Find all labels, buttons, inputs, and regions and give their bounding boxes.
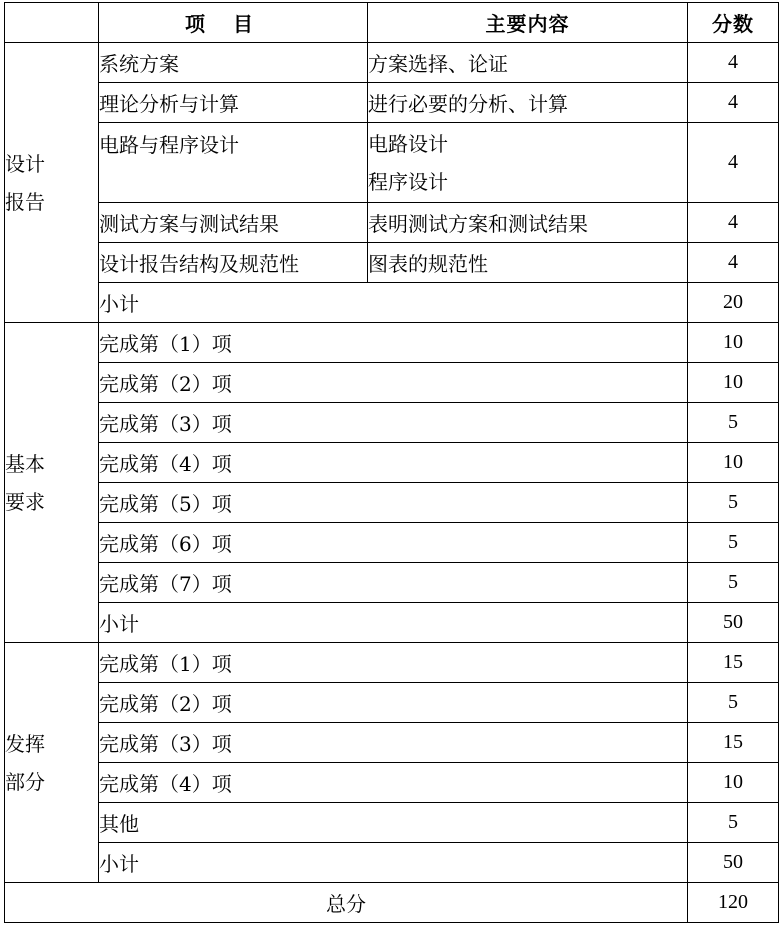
score-cell: 10 [688, 443, 779, 483]
table-row [5, 563, 779, 603]
item-cell: 完成第（2）项 [99, 363, 688, 403]
score-cell: 10 [688, 323, 779, 363]
header-score: 分数 [688, 3, 779, 43]
item-cell: 测试方案与测试结果 [99, 203, 368, 243]
score-cell: 15 [688, 643, 779, 683]
table-row [5, 43, 779, 83]
item-cell: 完成第（3）项 [99, 723, 688, 763]
score-cell: 4 [688, 203, 779, 243]
content-cell: 进行必要的分析、计算 [368, 83, 688, 123]
item-cell: 完成第（7）项 [99, 563, 688, 603]
score-cell: 5 [688, 403, 779, 443]
table-row [5, 83, 779, 123]
subtotal-label: 小计 [99, 603, 688, 643]
table-row [5, 363, 779, 403]
item-cell: 完成第（1）项 [99, 643, 688, 683]
subtotal-label: 小计 [99, 283, 688, 323]
item-cell: 理论分析与计算 [99, 83, 368, 123]
score-cell: 5 [688, 803, 779, 843]
section-label-report: 设计 报告 [5, 43, 99, 323]
table-row [5, 443, 779, 483]
table-row [5, 523, 779, 563]
table-row [5, 203, 779, 243]
content-cell: 表明测试方案和测试结果 [368, 203, 688, 243]
score-cell: 5 [688, 523, 779, 563]
table-row [5, 403, 779, 443]
table-row [5, 803, 779, 843]
total-label: 总分 [5, 883, 688, 923]
score-cell: 4 [688, 43, 779, 83]
subtotal-score: 50 [688, 843, 779, 883]
score-cell: 5 [688, 563, 779, 603]
score-cell: 10 [688, 363, 779, 403]
section-label-basic: 基本 要求 [5, 323, 99, 643]
total-score: 120 [688, 883, 779, 923]
item-cell: 完成第（4）项 [99, 443, 688, 483]
item-cell: 完成第（6）项 [99, 523, 688, 563]
item-cell: 电路与程序设计 [99, 123, 368, 203]
section-label-advanced: 发挥 部分 [5, 643, 99, 883]
item-cell: 设计报告结构及规范性 [99, 243, 368, 283]
score-cell: 4 [688, 123, 779, 203]
score-cell: 4 [688, 243, 779, 283]
item-cell: 系统方案 [99, 43, 368, 83]
item-cell: 其他 [99, 803, 688, 843]
subtotal-score: 20 [688, 283, 779, 323]
total-row [5, 883, 779, 923]
item-cell: 完成第（1）项 [99, 323, 688, 363]
subtotal-score: 50 [688, 603, 779, 643]
table-row [5, 723, 779, 763]
header-item: 项目 [99, 3, 368, 43]
header-row [5, 3, 779, 43]
table-row [5, 683, 779, 723]
subtotal-label: 小计 [99, 843, 688, 883]
score-cell: 5 [688, 483, 779, 523]
subtotal-row [5, 283, 779, 323]
content-cell: 方案选择、论证 [368, 43, 688, 83]
table-row [5, 763, 779, 803]
score-cell: 4 [688, 83, 779, 123]
subtotal-row [5, 843, 779, 883]
item-cell: 完成第（4）项 [99, 763, 688, 803]
content-cell: 图表的规范性 [368, 243, 688, 283]
score-cell: 10 [688, 763, 779, 803]
item-cell: 完成第（3）项 [99, 403, 688, 443]
item-cell: 完成第（2）项 [99, 683, 688, 723]
table-row [5, 643, 779, 683]
header-blank-cell [5, 3, 99, 43]
table-row [5, 323, 779, 363]
table-row [5, 123, 779, 203]
subtotal-row [5, 603, 779, 643]
table-row [5, 243, 779, 283]
score-cell: 15 [688, 723, 779, 763]
content-cell: 电路设计 程序设计 [368, 123, 688, 203]
table-row [5, 483, 779, 523]
score-cell: 5 [688, 683, 779, 723]
item-cell: 完成第（5）项 [99, 483, 688, 523]
header-content: 主要内容 [368, 3, 688, 43]
score-table [4, 2, 779, 923]
